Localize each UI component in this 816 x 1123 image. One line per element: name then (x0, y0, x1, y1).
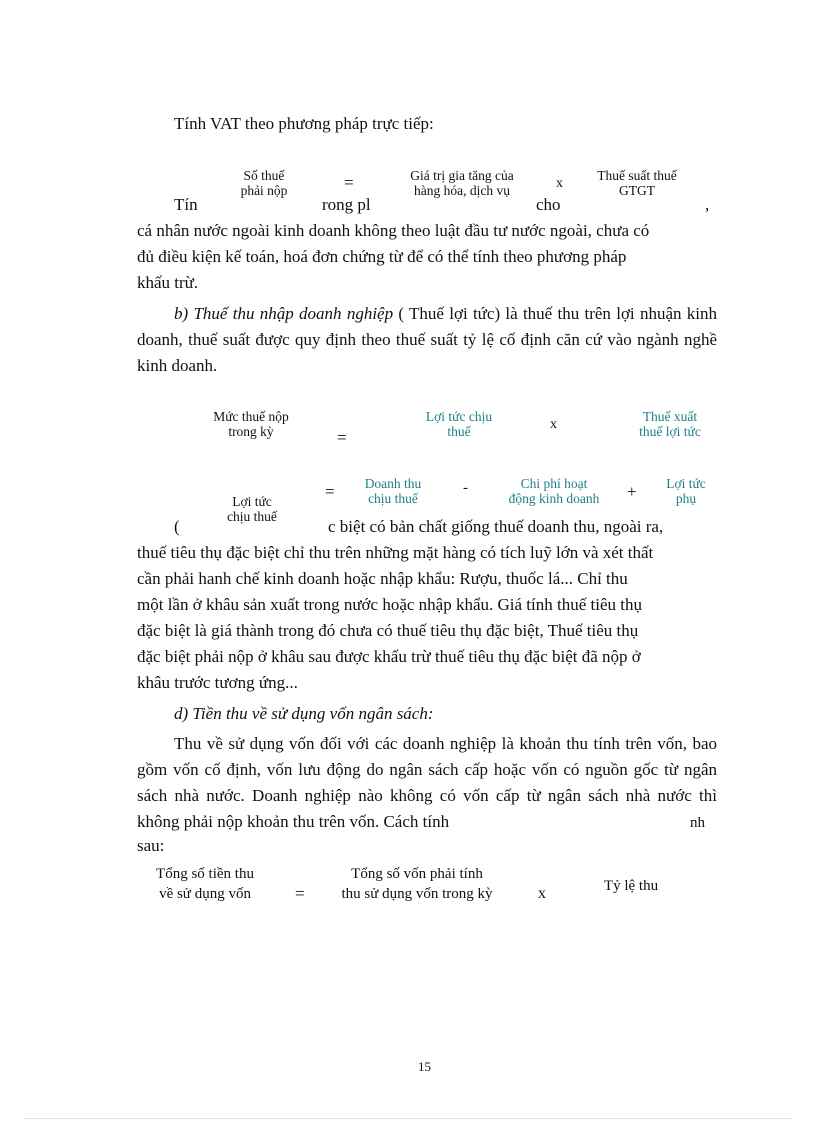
formula-cit-times: x (550, 417, 557, 432)
paragraph-line: cá nhân nước ngoài kinh doanh không theo luật đầu tư nước ngoài, chưa có (137, 221, 650, 240)
covered-fragment: rong pl (322, 195, 371, 214)
formula-capital-left: Tổng số tiền thu về sử dụng vốn (156, 866, 254, 902)
formula-vat-left: Số thuế phải nộp (240, 168, 288, 198)
formula-vat-times: x (556, 176, 563, 191)
paragraph-line: khâu trước tương ứng... (137, 673, 298, 692)
covered-fragment: Tín (174, 195, 198, 214)
formula-vat-equals: = (344, 173, 354, 192)
formula-capital-times: x (538, 885, 546, 902)
formula-profit-minus: - (463, 480, 468, 496)
formula-profit-equals: = (325, 482, 335, 501)
paragraph-line: cần phải hanh chế kinh doanh hoặc nhập khẩu: Rượu, thuốc lá... Chỉ thu (137, 569, 628, 588)
covered-fragment: cho (536, 195, 561, 214)
formula-cit-equals: = (337, 428, 347, 447)
formula-capital-right: Tỷ lệ thu (603, 878, 659, 894)
covered-fragment: ( (174, 517, 180, 536)
formula-cit-right: Thuế xuất thuế lợi tức (639, 409, 701, 439)
paragraph-line: đặc biệt phải nộp ở khâu sau được khấu trừ thuế tiêu thụ đặc biệt đã nộp ở (137, 647, 641, 666)
formula-cit-middle: Lợi tức chịu thuế (425, 409, 493, 439)
formula-profit-plus: + (627, 482, 637, 501)
paragraph-capital: Thu về sử dụng vốn đối với các doanh nghiệp là khoản thu tính trên vốn, bao gồm vốn cố định, vốn lưu động do ngân sách cấp hoặc vốn có nguồn gốc từ ngân sách nhà nước. Doanh nghiệp nào không có vốn cấp từ ngân sách nhà nước thì không phải nộp khoản thu trên vốn. Cách tính (137, 734, 717, 831)
page-number: 15 (418, 1059, 431, 1074)
paragraph-line: đủ điều kiện kế toán, hoá đơn chứng từ để có thể tính theo phương pháp (137, 247, 627, 266)
heading-d: d) Tiền thu về sử dụng vốn ngân sách: (174, 704, 434, 723)
formula-vat-right: Thuế suất thuế GTGT (597, 168, 677, 198)
paragraph-capital-trail: nh (690, 815, 705, 831)
intro-line: Tính VAT theo phương pháp trực tiếp: (174, 114, 434, 133)
cit-text: ( Thuế lợi tức) là thuế thu trên lợi nhuận kinh doanh, thuế suất được quy định theo thuế suất tỷ lệ cố định căn cứ vào ngành nghề kinh doanh. (137, 304, 717, 375)
paragraph-capital-last: sau: (137, 836, 165, 855)
paragraph-line: thuế tiêu thụ đặc biệt chỉ thu trên những mặt hàng có tích luỹ lớn và xét thất (137, 543, 654, 562)
paragraph-line: một lần ở khâu sản xuất trong nước hoặc nhập khẩu. Giá tính thuế tiêu thụ (137, 595, 642, 614)
covered-fragment: c biệt có bản chất giống thuế doanh thu, ngoài ra, (328, 517, 664, 536)
paragraph-line: khấu trừ. (137, 273, 199, 292)
formula-profit-left: Lợi tức chịu thuế (205, 494, 299, 524)
formula-capital-equals: = (295, 884, 305, 903)
footer-divider (25, 1118, 791, 1119)
paragraph-line: đặc biệt là giá thành trong đó chưa có thuế tiêu thụ đặc biệt, Thuế tiêu thụ (137, 621, 639, 640)
cit-heading: b) Thuế thu nhập doanh nghiệp (174, 304, 394, 323)
formula-vat-middle: Giá trị gia tăng của hàng hóa, dịch vụ (410, 168, 514, 198)
formula-capital-middle: Tổng số vốn phải tính thu sử dụng vốn trong kỳ (341, 866, 493, 902)
formula-cit-left: Mức thuế nộp trong kỳ (213, 409, 289, 439)
formula-profit-other: Lợi tức phụ (666, 476, 706, 506)
covered-fragment: , (705, 195, 710, 214)
formula-profit-expenses: Chi phí hoạt động kinh doanh (508, 476, 600, 506)
formula-profit-revenue: Doanh thu chịu thuế (364, 476, 422, 506)
paragraph-cit (137, 301, 717, 379)
